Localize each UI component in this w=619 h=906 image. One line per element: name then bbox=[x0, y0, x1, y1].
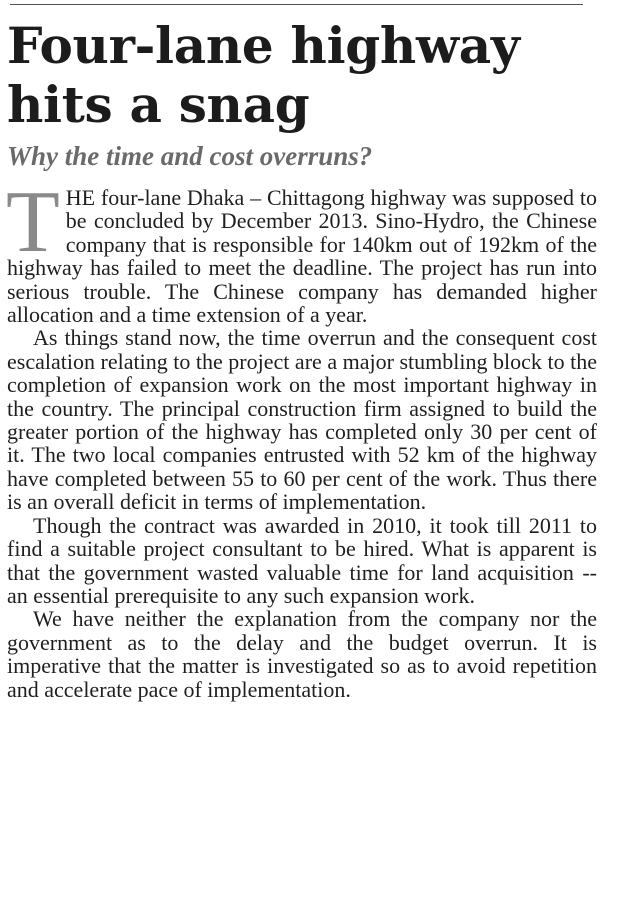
drop-cap: T bbox=[6, 174, 60, 271]
editorial-article bbox=[7, 16, 597, 701]
paragraph-2: As things stand now, the time overrun and the consequent cost escalation relating to the project are a major stumbling block to the completion of expansion work on the most important highway in the country. The principal construction firm assigned to build the greater portion of the highway has completed only 30 per cent of it. The two local companies entrusted with 52 km of the highway have completed between 55 to 60 per cent of the work. Thus there is an overall deficit in terms of implementation. bbox=[7, 325, 597, 515]
subheadline: Why the time and cost overruns? bbox=[7, 141, 373, 171]
article-body bbox=[6, 174, 597, 702]
headline: Four-lane highway hits a snag bbox=[7, 16, 520, 134]
top-rule bbox=[10, 4, 583, 5]
paragraph-4: We have neither the explanation from the company nor the government as to the delay and the budget overrun. It is imperative that the matter is investigated so as to avoid repetition and accelerate pace of implementation. bbox=[7, 606, 597, 702]
paragraph-3: Though the contract was awarded in 2010, it took till 2011 to find a suitable project consultant to be hired. What is apparent is that the government wasted valuable time for land acquisition -- an essential prerequisite to any such expansion work. bbox=[7, 512, 597, 608]
paragraph-1 bbox=[6, 174, 597, 328]
paragraph-1-text: HE four-lane Dhaka – Chittagong highway was supposed to be concluded by December 2013. Sino-Hydro, the Chinese company that is responsible for 140km out of 192km of the highway has failed to meet the deadline. The project has run into serious trouble. The Chinese company has demanded higher allocation and a time extension of a year. bbox=[7, 185, 597, 328]
